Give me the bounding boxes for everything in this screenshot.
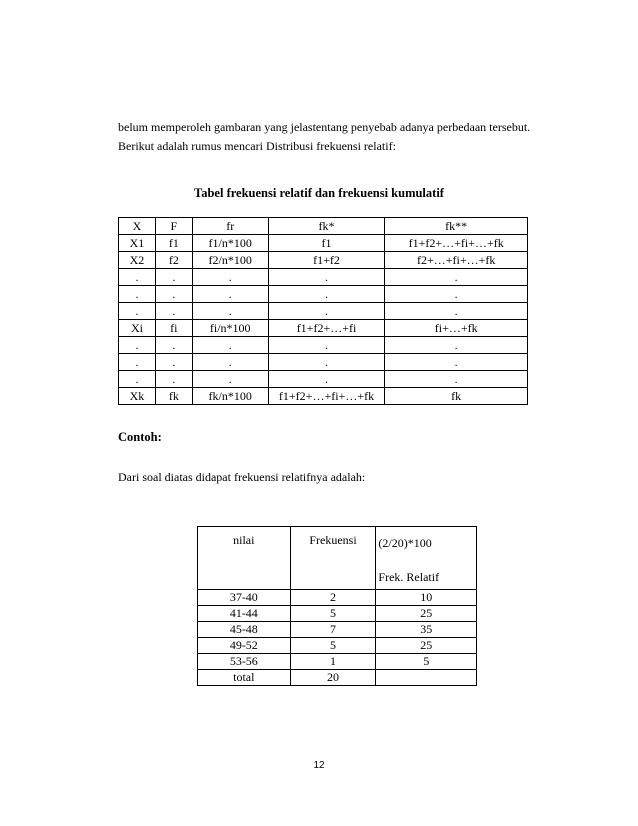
table-cell: f2 (155, 252, 192, 269)
table-cell: X2 (119, 252, 156, 269)
table-cell: fi (155, 320, 192, 337)
table-cell: . (155, 337, 192, 354)
intro-line-1: belum memperoleh gambaran yang jelastentang penyebab adanya perbedaan tersebut. (118, 120, 531, 134)
example-text: Dari soal diatas didapat frekuensi relatifnya adalah: (118, 470, 366, 484)
table-cell: f1+f2+…+fi+…+fk (268, 388, 385, 405)
table-cell: . (192, 286, 268, 303)
table-cell: f1/n*100 (192, 235, 268, 252)
table-row (119, 235, 528, 252)
total-value: 20 (290, 670, 376, 686)
table-cell: . (385, 337, 528, 354)
intro-line-2: Berikut adalah rumus mencari Distribusi frekuensi relatif: (118, 139, 396, 153)
table-cell: fi/n*100 (192, 320, 268, 337)
table-row (119, 320, 528, 337)
table-cell: 5 (290, 606, 376, 622)
table-cell: . (192, 354, 268, 371)
header-relatif-label: Frek. Relatif (378, 570, 440, 584)
table-cell: . (119, 303, 156, 320)
table-cell: f1+f2+…+fi (268, 320, 385, 337)
table1-header-row (119, 218, 528, 235)
table-cell: F (155, 218, 192, 235)
table-cell: fk** (385, 218, 528, 235)
table2-header-row (198, 527, 477, 590)
table-cell: Xi (119, 320, 156, 337)
table-row (198, 622, 477, 638)
table-cell: . (192, 269, 268, 286)
table-row (119, 371, 528, 388)
header-frek-relatif (376, 527, 477, 590)
table-cell: 49-52 (198, 638, 291, 654)
table-cell: 1 (290, 654, 376, 670)
table-cell: fk (155, 388, 192, 405)
table-cell: . (268, 303, 385, 320)
page-number: 12 (313, 760, 325, 771)
table-cell: 37-40 (198, 590, 291, 606)
table-row (119, 269, 528, 286)
table-cell: 53-56 (198, 654, 291, 670)
table-row (119, 286, 528, 303)
table-row (119, 388, 528, 405)
table-row (198, 590, 477, 606)
table-cell: fk (385, 388, 528, 405)
table-cell: 25 (376, 638, 477, 654)
table-cell: 2 (290, 590, 376, 606)
table-cell: . (155, 286, 192, 303)
table-cell: 10 (376, 590, 477, 606)
table-cell: . (385, 371, 528, 388)
table-cell: . (385, 354, 528, 371)
table-cell: . (268, 354, 385, 371)
table-row (198, 606, 477, 622)
table-cell: . (155, 303, 192, 320)
table-cell: X1 (119, 235, 156, 252)
table-cell: . (119, 371, 156, 388)
table-cell: . (385, 286, 528, 303)
table-cell: . (119, 286, 156, 303)
table-cell: . (119, 337, 156, 354)
header-formula: (2/20)*100 (378, 536, 432, 550)
table-cell: f2/n*100 (192, 252, 268, 269)
header-frekuensi: Frekuensi (290, 527, 376, 590)
table-cell: fk/n*100 (192, 388, 268, 405)
table-row (198, 638, 477, 654)
table-cell: . (119, 354, 156, 371)
table-cell: 41-44 (198, 606, 291, 622)
table-cell: f1+f2 (268, 252, 385, 269)
table-cell: . (192, 371, 268, 388)
table-cell: . (268, 269, 385, 286)
table-cell: f1+f2+…+fi+…+fk (385, 235, 528, 252)
total-relatif (376, 670, 477, 686)
table-cell: . (155, 371, 192, 388)
table-cell: . (268, 337, 385, 354)
table-cell: f1 (268, 235, 385, 252)
frequency-formula-table (118, 217, 528, 405)
table-cell: fk* (268, 218, 385, 235)
table-cell: . (155, 354, 192, 371)
table-cell: . (268, 286, 385, 303)
example-heading: Contoh: (118, 430, 162, 444)
table-cell: . (192, 303, 268, 320)
total-label: total (198, 670, 291, 686)
table-cell: X (119, 218, 156, 235)
table-cell: . (192, 337, 268, 354)
table-cell: f2+…+fi+…+fk (385, 252, 528, 269)
table1-title: Tabel frekuensi relatif dan frekuensi kumulatif (194, 186, 444, 200)
table-row (119, 354, 528, 371)
table-row (198, 654, 477, 670)
table-row (119, 303, 528, 320)
table-row (119, 252, 528, 269)
table-cell: 45-48 (198, 622, 291, 638)
table-row (119, 337, 528, 354)
table-cell: 35 (376, 622, 477, 638)
table-cell: f1 (155, 235, 192, 252)
table-cell: fi+…+fk (385, 320, 528, 337)
table-cell: . (119, 269, 156, 286)
table2-total-row (198, 670, 477, 686)
table-cell: 5 (290, 638, 376, 654)
header-nilai: nilai (198, 527, 291, 590)
table-cell: Xk (119, 388, 156, 405)
table-cell: . (385, 303, 528, 320)
relative-frequency-table (197, 526, 477, 686)
table-cell: 7 (290, 622, 376, 638)
table-cell: . (155, 269, 192, 286)
table-cell: . (268, 371, 385, 388)
table-cell: . (385, 269, 528, 286)
table-cell: 25 (376, 606, 477, 622)
table-cell: 5 (376, 654, 477, 670)
table-cell: fr (192, 218, 268, 235)
